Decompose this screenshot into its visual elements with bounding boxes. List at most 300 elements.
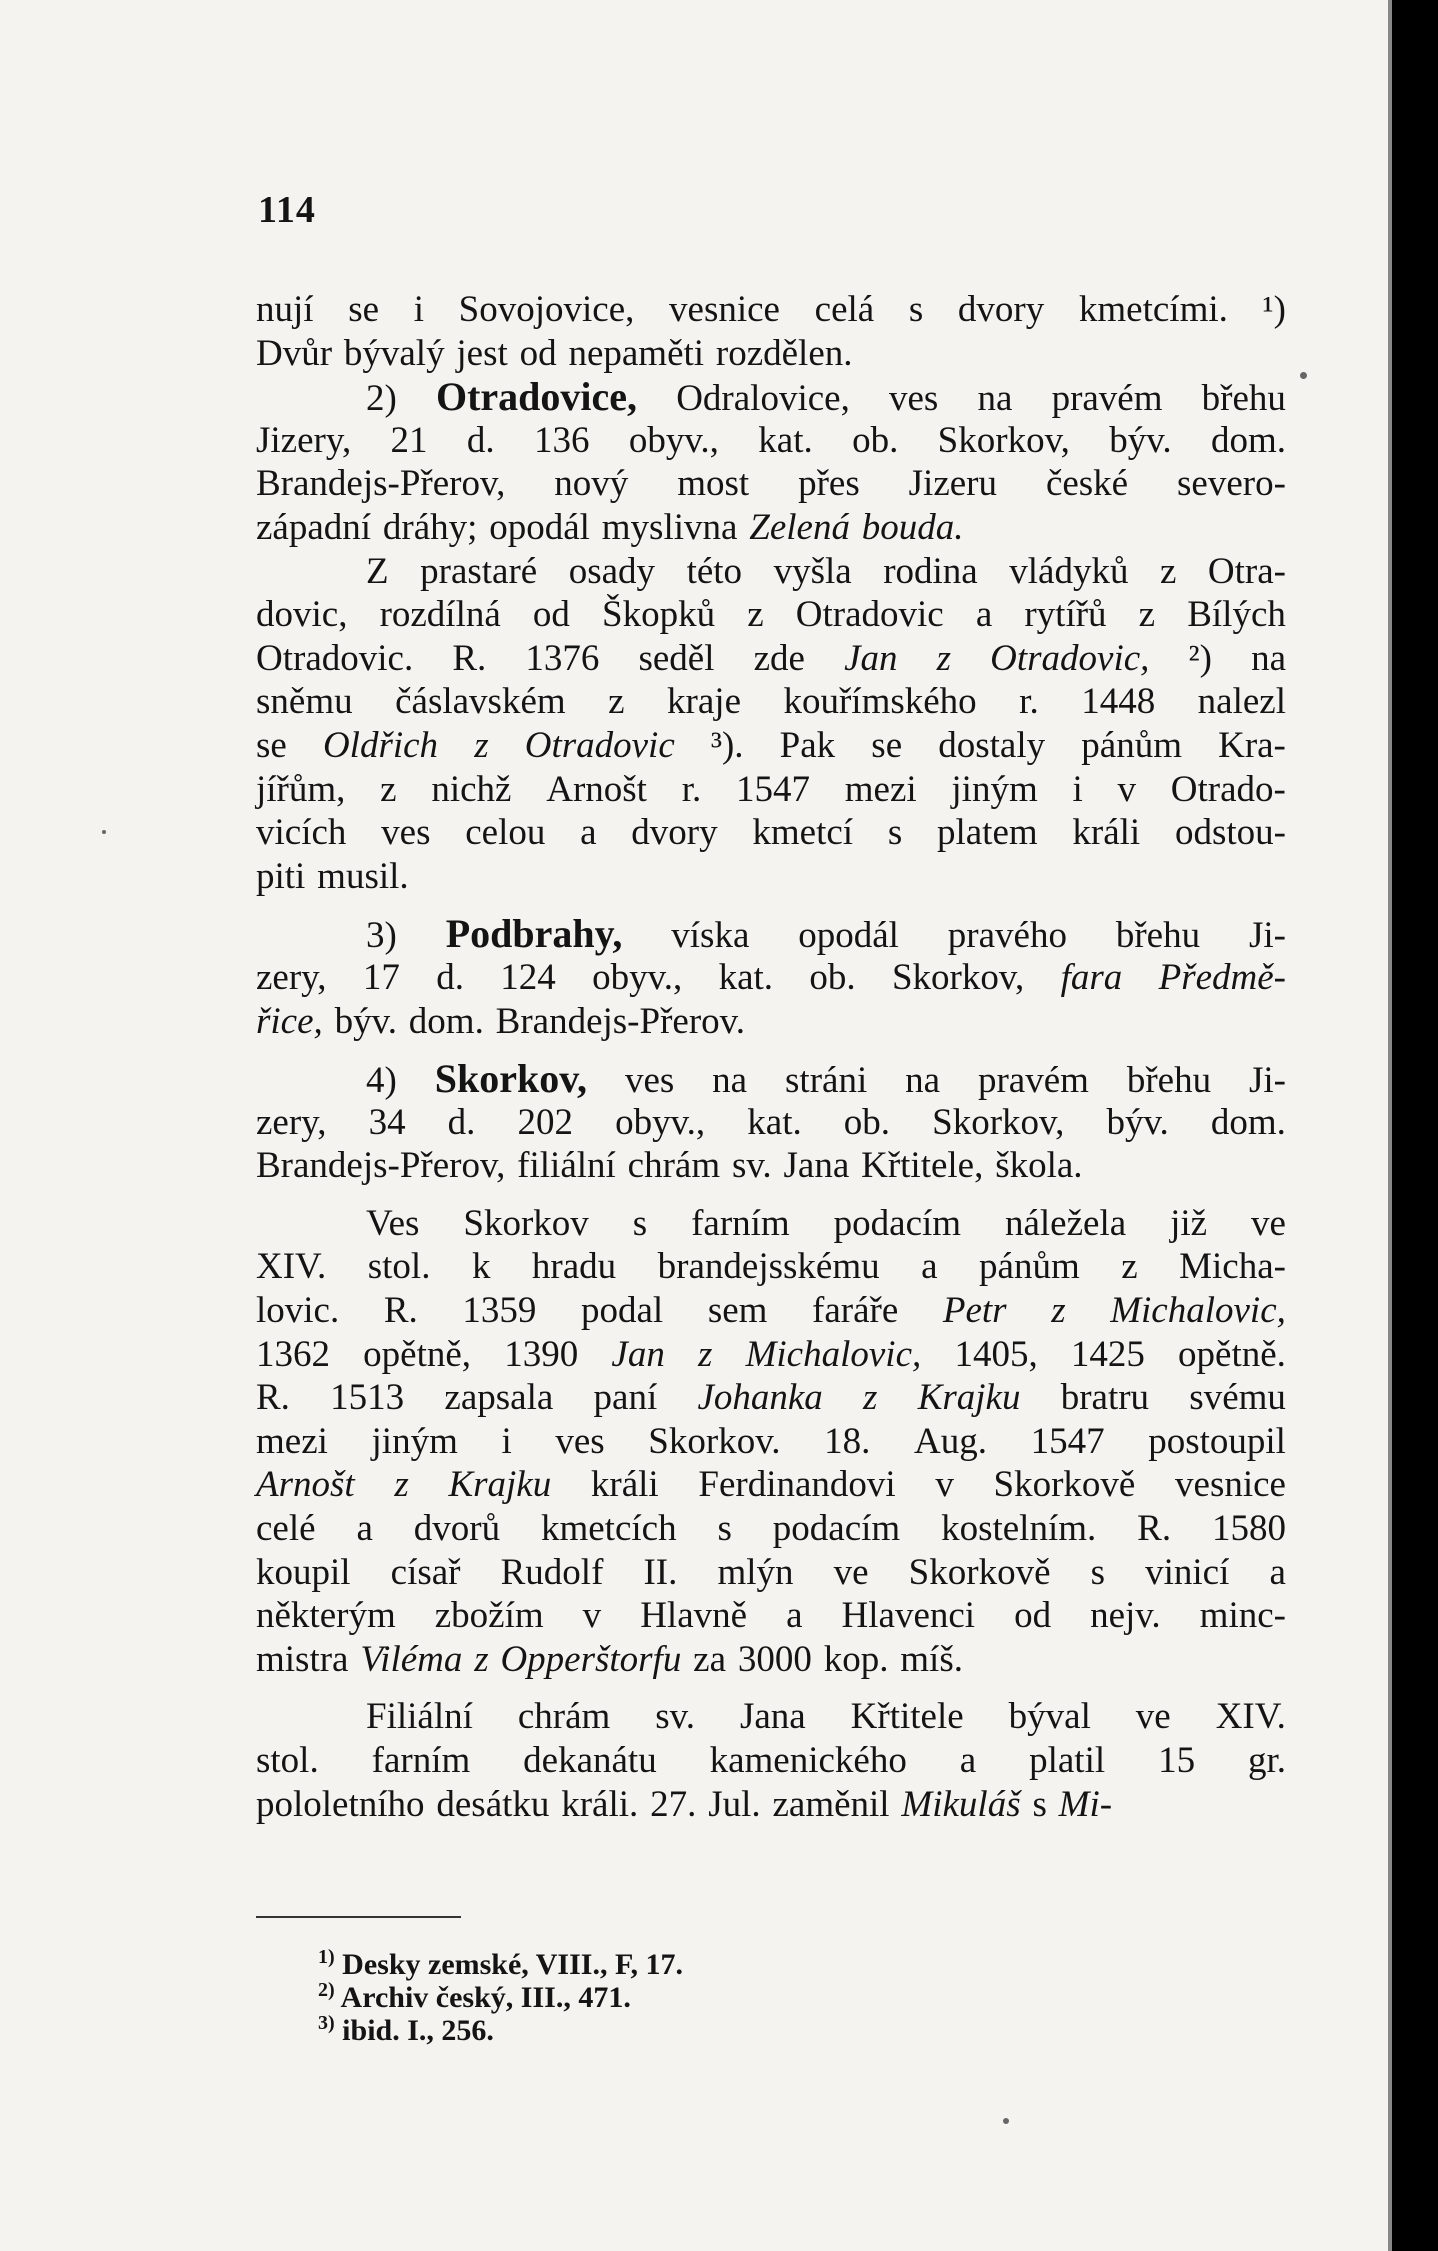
word: kat. — [758, 419, 813, 461]
word: v — [935, 1464, 954, 1506]
word: 34 — [368, 1101, 406, 1143]
word: Brandejs-Přerov. — [495, 1000, 745, 1042]
word: nichž — [431, 768, 512, 810]
word: desátku — [436, 1783, 550, 1825]
word: a — [580, 812, 597, 854]
word: i — [501, 1420, 512, 1462]
word: 202 — [517, 1101, 573, 1143]
word: kop. — [823, 1638, 889, 1680]
word: Petr — [942, 1290, 1007, 1332]
text-line — [256, 1739, 1286, 1783]
word: Křtitele — [850, 1696, 964, 1738]
word: zde — [753, 637, 805, 679]
word: Jana — [739, 1696, 806, 1738]
word: Jan — [844, 637, 898, 679]
word: musil. — [317, 855, 409, 897]
word: chrám — [517, 1696, 611, 1738]
footnote-mark: 1) — [318, 1946, 335, 1968]
word: Ferdinandovi — [698, 1464, 896, 1506]
word: severo- — [1177, 463, 1286, 505]
word: králi — [590, 1464, 659, 1506]
word: vesnice — [669, 289, 780, 330]
word: a — [921, 1246, 938, 1288]
word: sv. — [655, 1696, 696, 1738]
word: od — [532, 594, 570, 636]
word: Brandejs-Přerov, — [256, 463, 506, 505]
word: Otradovic, — [990, 637, 1150, 679]
word: dovic, — [256, 594, 348, 636]
word: a — [786, 1595, 803, 1637]
word: kraje — [667, 681, 741, 723]
word: kat. — [718, 956, 774, 998]
word: s — [717, 1508, 732, 1550]
word: Otradovic. — [256, 637, 414, 679]
word: jiným — [371, 1420, 458, 1462]
word: mezi — [256, 1420, 328, 1462]
word: 18. — [824, 1420, 871, 1462]
word: ob. — [852, 419, 899, 461]
word: postoupil — [1148, 1420, 1286, 1462]
text-line — [256, 1144, 1286, 1188]
word: opodál — [798, 915, 899, 957]
text-line — [256, 1638, 1286, 1682]
word: rozdělen. — [715, 332, 853, 374]
word: ves — [624, 1060, 675, 1102]
word: škola. — [995, 1145, 1083, 1187]
page-number: 114 — [258, 189, 316, 231]
word: břehu — [1115, 915, 1201, 957]
word: hradu — [531, 1246, 617, 1288]
word: kostelním. — [941, 1508, 1097, 1550]
word: dvory — [957, 289, 1045, 330]
word: kat. — [747, 1101, 802, 1143]
footnote — [318, 1981, 683, 2014]
text-line — [256, 1507, 1286, 1551]
text-line — [256, 462, 1286, 506]
word: most — [677, 463, 750, 505]
text-line — [256, 375, 1286, 419]
text-line — [256, 419, 1286, 463]
word: ve — [1135, 1696, 1171, 1738]
word: R. — [256, 1377, 290, 1419]
word: seděl — [638, 637, 715, 679]
word: dekanátu — [523, 1740, 657, 1781]
word: v — [1117, 768, 1137, 810]
word: stol. — [367, 1246, 431, 1288]
word: sv. — [731, 1145, 772, 1187]
word: se — [871, 724, 903, 766]
word: z — [1159, 550, 1177, 592]
text-line — [256, 1783, 1286, 1827]
text-line — [256, 768, 1286, 812]
word: koupil — [256, 1551, 351, 1593]
word: 1425 — [1070, 1333, 1145, 1375]
text-line — [256, 855, 1286, 899]
word: brandejsskému — [657, 1246, 880, 1288]
word: Zelená — [749, 506, 850, 548]
word: Jul. — [708, 1783, 761, 1825]
word: jířům, — [256, 768, 346, 810]
word: břehu — [1201, 378, 1286, 420]
word: Sovojovice, — [458, 289, 635, 330]
word: nejv. — [1090, 1595, 1161, 1637]
word: lovic. — [256, 1290, 340, 1332]
word: králi. — [561, 1783, 639, 1825]
word: na — [977, 378, 1013, 420]
word: Ves — [366, 1202, 420, 1244]
word: d. — [447, 1101, 476, 1143]
text-line — [256, 956, 1286, 1000]
word: k — [471, 1246, 491, 1288]
word: Předmě- — [1158, 956, 1286, 998]
word: od — [1014, 1595, 1052, 1637]
footnote-mark: 2) — [318, 1979, 335, 2001]
text-line — [256, 637, 1286, 681]
word: r. — [681, 768, 702, 810]
word: na — [712, 1060, 748, 1102]
word: prastaré — [420, 550, 538, 592]
text-line — [256, 1376, 1286, 1420]
word: Skorkově — [993, 1464, 1136, 1506]
word: z — [1138, 594, 1156, 636]
body-text — [256, 288, 1286, 1826]
word: z — [474, 1638, 489, 1680]
word: se — [348, 289, 380, 330]
word: již — [1170, 1202, 1208, 1244]
word: ob. — [809, 956, 856, 998]
text-line — [256, 912, 1286, 956]
word: bývalý — [343, 332, 445, 374]
word: Bílých — [1187, 594, 1286, 636]
word: Hlavně — [640, 1595, 748, 1637]
word: Skorkov. — [648, 1420, 781, 1462]
text-line — [256, 1463, 1286, 1507]
print-speck — [1003, 2118, 1009, 2124]
word: břehu — [1126, 1060, 1212, 1102]
word: Skorkov, — [937, 419, 1070, 461]
word: Otra- — [1207, 550, 1286, 592]
word: ves — [381, 812, 431, 854]
word: pánům — [979, 1246, 1080, 1288]
word: dráhy; — [382, 506, 478, 548]
word: české — [1045, 463, 1129, 505]
word: stráni — [785, 1060, 868, 1102]
word: vesnice — [1175, 1464, 1286, 1506]
word: Skorkově — [908, 1551, 1051, 1593]
word: bratru — [1060, 1377, 1150, 1419]
word: kamenického — [709, 1740, 907, 1781]
footnote-mark: 3) — [318, 2012, 335, 2034]
word: podacím — [833, 1202, 962, 1244]
word: vicích — [256, 812, 347, 854]
word: Hlavenci — [841, 1595, 976, 1637]
print-speck — [102, 830, 106, 834]
word: jiným — [951, 768, 1038, 810]
word: na — [905, 1060, 941, 1102]
word: z — [1121, 1246, 1138, 1288]
word: Křtitele, — [861, 1145, 984, 1187]
word: 21 — [390, 419, 428, 461]
word: nují — [256, 289, 314, 330]
word: Arnošt — [546, 768, 647, 810]
word: bouda. — [861, 506, 964, 548]
text-line — [256, 1695, 1286, 1739]
word: nepaměti — [568, 332, 705, 374]
word: Arnošt — [256, 1464, 355, 1506]
footnote-text: Archiv český, III., 471. — [340, 1981, 631, 2014]
word: Otradovic — [795, 594, 944, 636]
word: z — [698, 1333, 713, 1375]
word: řice, — [256, 1000, 323, 1042]
word: Z — [366, 550, 389, 592]
word: R. — [452, 637, 487, 679]
word: s — [632, 1202, 648, 1244]
word: d. — [466, 419, 495, 461]
word: 27. — [650, 1783, 697, 1825]
text-line — [256, 1289, 1286, 1333]
word: mistra — [256, 1638, 349, 1680]
text-line — [256, 1420, 1286, 1464]
word: 1359 — [462, 1290, 537, 1332]
word: sem — [707, 1290, 768, 1332]
word: z — [394, 1464, 409, 1506]
word: faráře — [812, 1290, 899, 1332]
word: Odralovice, — [676, 378, 850, 420]
word: a — [1269, 1551, 1286, 1593]
word: Rudolf — [500, 1551, 604, 1593]
word: Viléma — [360, 1638, 463, 1680]
word: Pak — [779, 724, 836, 766]
word: od — [519, 332, 557, 374]
word: obyv., — [615, 1101, 706, 1143]
word: nalezl — [1197, 681, 1286, 723]
word: Krajku — [448, 1464, 552, 1506]
word: 4) — [366, 1060, 397, 1102]
word: z — [608, 681, 625, 723]
word: vyšla — [773, 550, 852, 592]
word: zery, — [256, 1101, 327, 1143]
word: Jana — [783, 1145, 850, 1187]
word: vládyků — [1009, 550, 1129, 592]
word: Jizery, — [256, 419, 352, 461]
word: 136 — [533, 419, 590, 461]
word: mezi — [844, 768, 917, 810]
word: dom. — [1210, 419, 1286, 461]
word: kmetcí — [752, 812, 854, 854]
word: se — [256, 724, 287, 766]
text-line — [256, 1000, 1286, 1044]
word: Jizeru — [908, 463, 998, 505]
word: 1362 — [256, 1333, 330, 1375]
text-line — [256, 1333, 1286, 1377]
word: z — [474, 724, 489, 766]
word: míš. — [900, 1638, 963, 1680]
word: nový — [554, 463, 629, 505]
print-speck — [1300, 372, 1307, 379]
word: kmetcími. — [1078, 289, 1228, 330]
word: celé — [256, 1508, 316, 1550]
word: ve — [1251, 1202, 1286, 1244]
word: 1547 — [736, 768, 810, 810]
word: Škopků — [602, 594, 716, 636]
word: císař — [390, 1551, 461, 1593]
word: Krajku — [917, 1377, 1021, 1419]
footnote-rule — [256, 1916, 461, 1918]
word: Otradovic — [524, 724, 675, 766]
word: celá — [814, 289, 875, 330]
word: mlýn — [717, 1551, 794, 1593]
word: dom. — [408, 1000, 484, 1042]
word: s — [1032, 1783, 1047, 1825]
word: pravém — [1051, 378, 1163, 420]
text-line — [256, 1245, 1286, 1289]
word: pravém — [977, 1060, 1089, 1102]
word: fara — [1060, 956, 1123, 998]
word: z — [936, 637, 952, 679]
word: pololetního — [256, 1783, 425, 1825]
word: XIV. — [1215, 1696, 1286, 1738]
word: víska — [671, 915, 750, 957]
word: rytířů — [1024, 594, 1107, 636]
text-line — [256, 593, 1286, 637]
text-line — [256, 506, 1286, 550]
word: 124 — [500, 956, 556, 998]
word: platem — [936, 812, 1038, 854]
word: a — [959, 1740, 977, 1781]
text-line — [256, 1101, 1286, 1145]
text-line — [256, 724, 1286, 768]
word: gr. — [1247, 1740, 1286, 1781]
word: sněmu — [256, 681, 353, 723]
word: kouřímského — [783, 681, 977, 723]
word: v — [582, 1595, 602, 1637]
word: celou — [465, 812, 546, 854]
word: čáslavském — [395, 681, 566, 723]
word: platil — [1029, 1740, 1106, 1781]
word: zbožím — [434, 1595, 544, 1637]
word: i — [413, 289, 424, 330]
word: rodina — [883, 550, 978, 592]
word: farním — [691, 1202, 790, 1244]
word: 1513 — [330, 1377, 405, 1419]
word: opětně, — [363, 1333, 472, 1375]
word: kmetcích — [540, 1508, 677, 1550]
word: II. — [643, 1551, 678, 1593]
word: ve — [833, 1551, 869, 1593]
word: opodál — [489, 506, 590, 548]
word: filiální — [517, 1145, 616, 1187]
word: Podbrahy, — [445, 911, 623, 957]
word: přes — [798, 463, 860, 505]
word: zaměnil — [772, 1783, 890, 1825]
word: s — [908, 289, 924, 330]
word: obyv., — [628, 419, 719, 461]
word: Dvůr — [256, 332, 333, 374]
word: XIV. — [256, 1246, 327, 1288]
word: farním — [371, 1740, 471, 1781]
word: dostaly — [938, 724, 1046, 766]
text-line — [256, 1057, 1286, 1101]
word: zapsala — [444, 1377, 554, 1419]
word: západní — [256, 506, 372, 548]
word: R. — [1137, 1508, 1172, 1550]
word: Opperštorfu — [500, 1638, 682, 1680]
word: s — [1090, 1551, 1105, 1593]
word: Aug. — [914, 1420, 987, 1462]
text-line — [256, 680, 1286, 724]
word: býval — [1008, 1696, 1091, 1738]
word: dvorů — [413, 1508, 501, 1550]
word: obyv., — [592, 956, 683, 998]
word: jest — [456, 332, 508, 374]
word: dvory — [631, 812, 718, 854]
word: d. — [436, 956, 464, 998]
word: R. — [383, 1290, 418, 1332]
word: Otrado- — [1170, 768, 1286, 810]
text-line — [256, 550, 1286, 594]
word: Mikuláš — [901, 1783, 1021, 1825]
word: 3000 — [737, 1638, 812, 1680]
word: 1448 — [1081, 681, 1156, 723]
word: a — [975, 594, 993, 636]
word: 1376 — [525, 637, 600, 679]
word: Skorkov, — [932, 1101, 1065, 1143]
word: 17 — [362, 956, 400, 998]
word: této — [686, 550, 743, 592]
word: zery, — [256, 956, 327, 998]
word: dom. — [1210, 1101, 1286, 1143]
word: Michalovic, — [745, 1333, 922, 1375]
word: ves — [888, 378, 939, 420]
word: ves — [555, 1420, 605, 1462]
word: svému — [1189, 1377, 1286, 1419]
word: podacím — [772, 1508, 901, 1550]
word: myslivna — [601, 506, 738, 548]
word: 1547 — [1030, 1420, 1105, 1462]
word: osady — [568, 550, 656, 592]
word: z — [380, 768, 397, 810]
word: na — [1251, 637, 1286, 679]
word: Oldřich — [322, 724, 439, 766]
footnote — [318, 1948, 683, 1981]
word: pravého — [947, 915, 1067, 957]
word: podal — [581, 1290, 664, 1332]
word: býv. — [1106, 1101, 1169, 1143]
word: Ji- — [1248, 1060, 1286, 1102]
word: piti — [256, 855, 306, 897]
word: i — [1072, 768, 1083, 810]
word: ob. — [843, 1101, 891, 1143]
word: býv. — [334, 1000, 397, 1042]
word: Brandejs-Přerov, — [256, 1145, 506, 1187]
word: 1390 — [504, 1333, 579, 1375]
footnotes — [318, 1948, 683, 2047]
word: Ji- — [1248, 915, 1286, 957]
word: 2) — [366, 378, 397, 420]
word: za — [693, 1638, 727, 1680]
word: Johanka — [697, 1377, 823, 1419]
word: Filiální — [366, 1696, 473, 1738]
word: Otradovice, — [435, 374, 638, 420]
word: vinicí — [1145, 1551, 1230, 1593]
text-line — [256, 288, 1286, 332]
word: 1405, — [954, 1333, 1038, 1375]
word: Jan — [611, 1333, 665, 1375]
word: s — [887, 812, 903, 854]
word: Skorkov — [463, 1202, 589, 1244]
word: z — [1051, 1290, 1066, 1332]
word: ¹) — [1262, 289, 1286, 330]
